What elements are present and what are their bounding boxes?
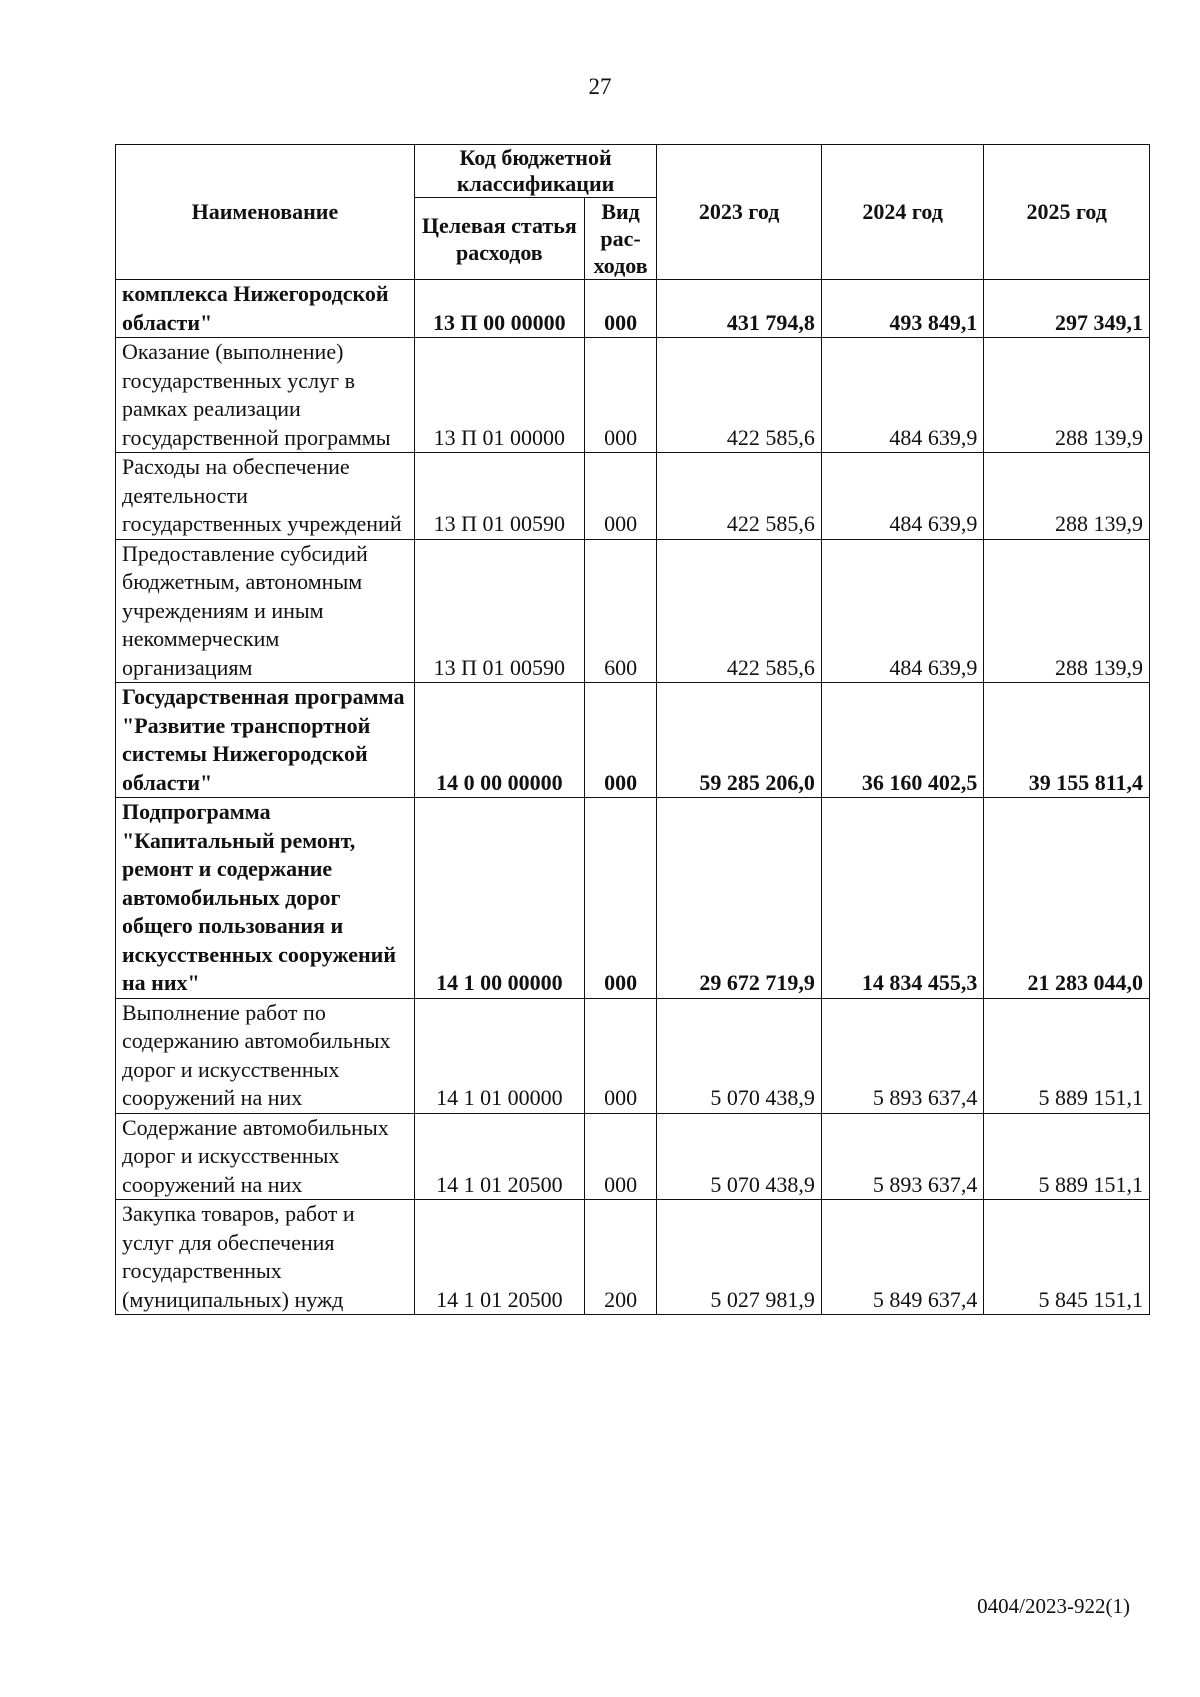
row-2023: 422 585,6 [657,453,822,540]
page-number: 27 [588,74,612,99]
row-2024: 5 893 637,4 [821,1113,983,1200]
row-2024: 493 849,1 [821,280,983,338]
row-name: Расходы на обеспечение деятельности государственных учреждений [116,453,415,540]
row-name: Выполнение работ по содержанию автомобильных дорог и искусственных сооружений на них [116,998,415,1113]
row-name: Содержание автомобильных дорог и искусственных сооружений на них [116,1113,415,1200]
row-code: 13 П 01 00590 [414,453,584,540]
document-code: 0404/2023-922(1) [977,1594,1130,1618]
row-2024: 484 639,9 [821,539,983,683]
row-2023: 5 027 981,9 [657,1200,822,1315]
row-2024: 484 639,9 [821,453,983,540]
row-name: Предоставление субсидий бюджетным, автономным учреждениям и иным некоммерческим организациям [116,539,415,683]
row-code: 13 П 01 00000 [414,338,584,453]
row-2025: 5 889 151,1 [984,1113,1150,1200]
row-vid: 000 [584,280,657,338]
row-vid: 000 [584,683,657,798]
row-2023: 422 585,6 [657,539,822,683]
table-row [116,539,1150,683]
header-expense-type: Вид рас-ходов [584,198,657,280]
row-2023: 422 585,6 [657,338,822,453]
row-vid: 000 [584,798,657,999]
header-2025: 2025 год [984,145,1150,280]
row-2023: 59 285 206,0 [657,683,822,798]
row-2025: 288 139,9 [984,338,1150,453]
row-2025: 5 845 151,1 [984,1200,1150,1315]
row-2025: 288 139,9 [984,539,1150,683]
row-2023: 5 070 438,9 [657,998,822,1113]
table-row [116,453,1150,540]
row-2024: 484 639,9 [821,338,983,453]
row-vid: 600 [584,539,657,683]
budget-table [115,144,1150,1315]
row-vid: 000 [584,453,657,540]
table-row [116,998,1150,1113]
header-kbk: Код бюджетной классификации [414,145,657,198]
row-2024: 5 849 637,4 [821,1200,983,1315]
header-target-article: Целевая статья расходов [414,198,584,280]
row-code: 14 1 01 20500 [414,1200,584,1315]
row-2023: 5 070 438,9 [657,1113,822,1200]
row-code: 14 0 00 00000 [414,683,584,798]
row-code: 14 1 01 20500 [414,1113,584,1200]
table-row [116,338,1150,453]
row-2024: 5 893 637,4 [821,998,983,1113]
table-row [116,798,1150,999]
row-2025: 5 889 151,1 [984,998,1150,1113]
header-name: Наименование [116,145,415,280]
row-name: Закупка товаров, работ и услуг для обеспечения государственных (муниципальных) нужд [116,1200,415,1315]
row-2025: 21 283 044,0 [984,798,1150,999]
row-code: 14 1 00 00000 [414,798,584,999]
row-2025: 39 155 811,4 [984,683,1150,798]
row-vid: 200 [584,1200,657,1315]
row-2023: 29 672 719,9 [657,798,822,999]
row-vid: 000 [584,338,657,453]
row-code: 13 П 01 00590 [414,539,584,683]
row-vid: 000 [584,998,657,1113]
row-vid: 000 [584,1113,657,1200]
table-row [116,280,1150,338]
row-2024: 36 160 402,5 [821,683,983,798]
row-2023: 431 794,8 [657,280,822,338]
row-name: Государственная программа "Развитие транспортной системы Нижегородской области" [116,683,415,798]
row-2025: 288 139,9 [984,453,1150,540]
table-row [116,1200,1150,1315]
row-code: 14 1 01 00000 [414,998,584,1113]
row-name: Подпрограмма "Капитальный ремонт, ремонт и содержание автомобильных дорог общего пользования и искусственных сооружений на них" [116,798,415,999]
header-2023: 2023 год [657,145,822,280]
row-2025: 297 349,1 [984,280,1150,338]
row-2024: 14 834 455,3 [821,798,983,999]
row-code: 13 П 00 00000 [414,280,584,338]
row-name: комплекса Нижегородской области" [116,280,415,338]
table-row [116,683,1150,798]
header-2024: 2024 год [821,145,983,280]
table-row [116,1113,1150,1200]
row-name: Оказание (выполнение) государственных услуг в рамках реализации государственной программы [116,338,415,453]
